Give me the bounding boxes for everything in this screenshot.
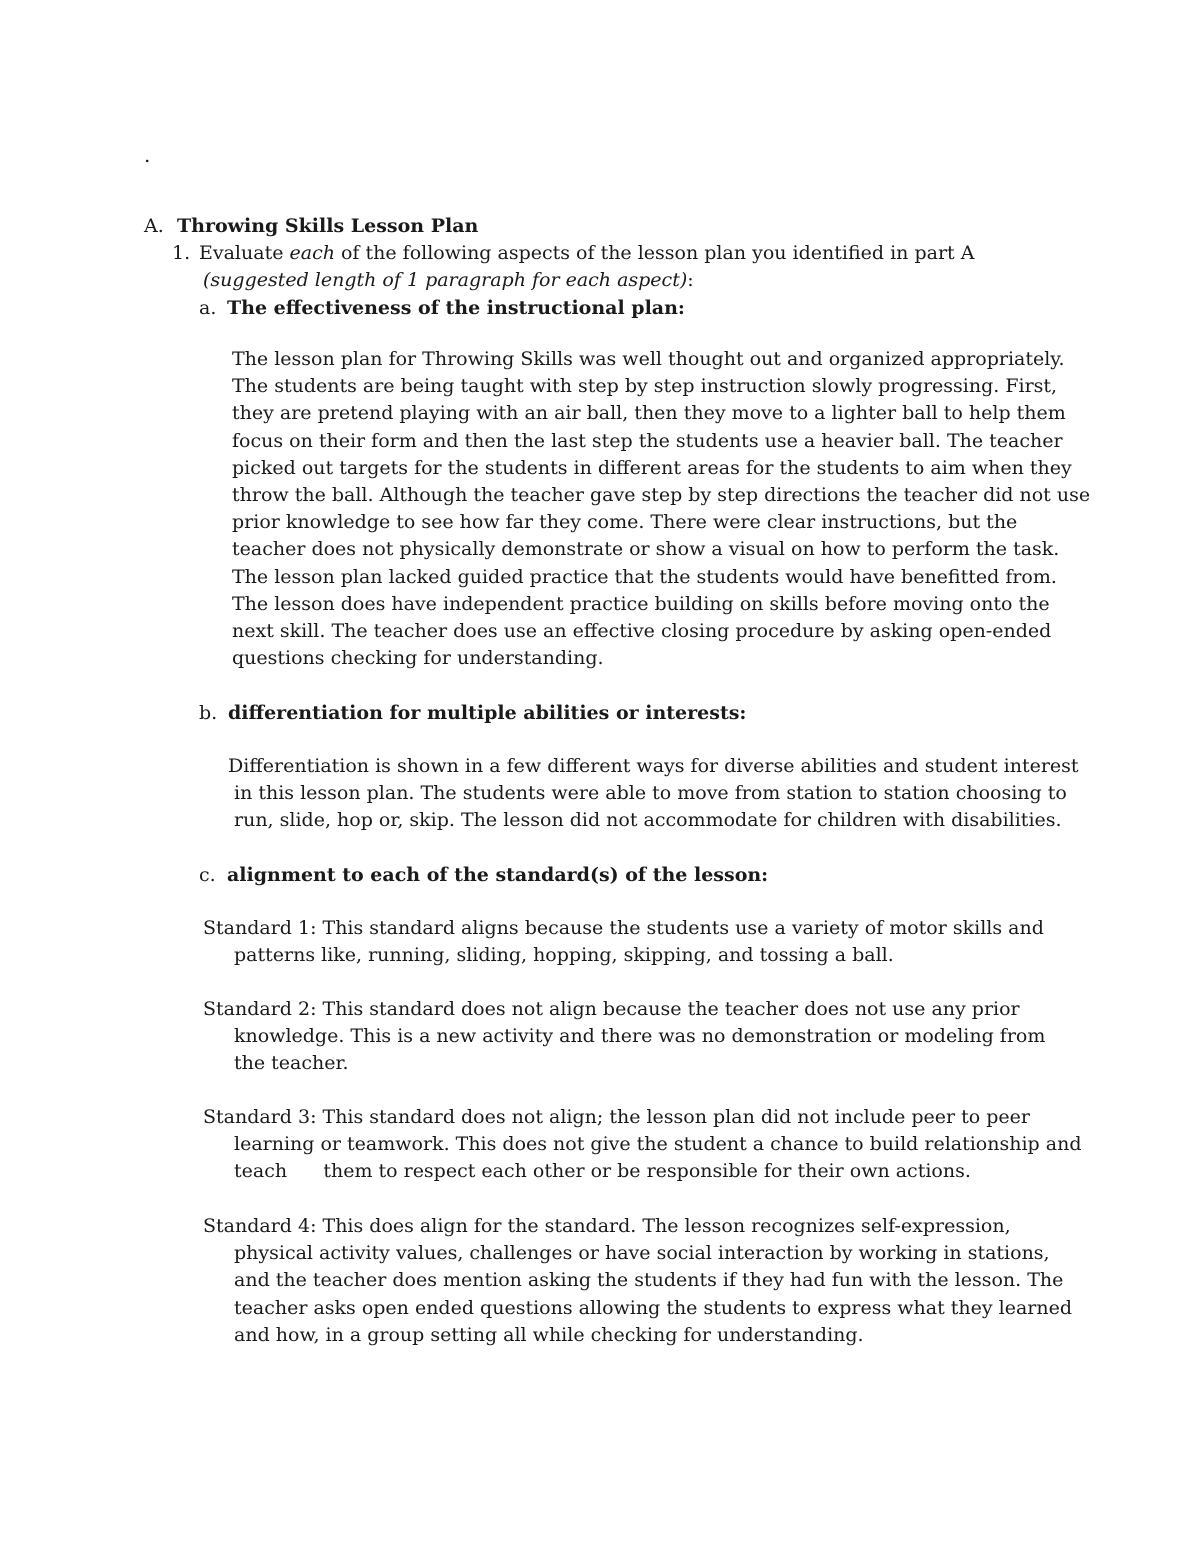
paragraph-line: teach them to respect each other or be responsible for their own actions. <box>234 1160 971 1183</box>
paragraph-line: The lesson does have independent practice building on skills before moving onto the <box>232 592 1050 615</box>
paragraph-line: teacher asks open ended questions allowing the students to express what they learned <box>234 1296 1073 1319</box>
paragraph-line: Standard 2: This standard does not align because the teacher does not use any prior <box>203 998 1020 1020</box>
standard-3 <box>203 1104 1083 1186</box>
paragraph-line: Standard 4: This does align for the standard. The lesson recognizes self-expression, <box>203 1215 1011 1237</box>
aspect-a-heading: The effectiveness of the instructional plan: <box>227 297 685 319</box>
standard-2 <box>203 996 1083 1078</box>
aspect-b-paragraph <box>228 753 1079 835</box>
paragraph-line: questions checking for understanding. <box>232 647 604 670</box>
paragraph-line: next skill. The teacher does use an effective closing procedure by asking open-ended <box>232 620 1052 643</box>
section-marker: A. <box>144 215 164 237</box>
prompt-colon: : <box>687 269 694 291</box>
aspect-b-heading: differentiation for multiple abilities or interests: <box>228 702 747 724</box>
paragraph-line: run, slide, hop or, skip. The lesson did not accommodate for children with disabilities. <box>234 809 1062 832</box>
prompt-emphasis: each <box>289 242 335 264</box>
item-prompt <box>199 240 974 267</box>
prompt-end: of the following aspects of the lesson plan you identified in part A <box>334 242 975 264</box>
paragraph-line: The lesson plan for Throwing Skills was well thought out and organized appropriately. <box>232 348 1065 370</box>
section-title: Throwing Skills Lesson Plan <box>177 215 479 237</box>
prompt-start: Evaluate <box>199 242 290 264</box>
paragraph-line: Differentiation is shown in a few different ways for diverse abilities and student interest <box>228 755 1079 777</box>
paragraph-line: prior knowledge to see how far they come. There were clear instructions, but the <box>232 511 1018 534</box>
paragraph-line: learning or teamwork. This does not give the student a chance to build relationship and <box>234 1133 1082 1156</box>
paragraph-line: and how, in a group setting all while checking for understanding. <box>234 1323 864 1346</box>
standard-1 <box>203 915 1083 969</box>
paragraph-line: throw the ball. Although the teacher gave step by step directions the teacher did not use <box>232 484 1091 507</box>
paragraph-line: The students are being taught with step by step instruction slowly progressing. First, <box>232 375 1058 398</box>
paragraph-line: knowledge. This is a new activity and there was no demonstration or modeling from <box>234 1025 1046 1048</box>
paragraph-line: focus on their form and then the last step the students use a heavier ball. The teacher <box>232 429 1063 452</box>
standard-4 <box>203 1213 1083 1349</box>
paragraph-line: The lesson plan lacked guided practice that the students would have benefitted from. <box>232 565 1057 588</box>
paragraph-line: and the teacher does mention asking the students if they had fun with the lesson. The <box>234 1269 1064 1292</box>
aspect-a-paragraph <box>232 346 1090 672</box>
paragraph-line: Standard 1: This standard aligns because the students use a variety of motor skills and <box>203 917 1044 939</box>
item-prompt-note-line <box>203 267 694 294</box>
paragraph-line: patterns like, running, sliding, hopping, skipping, and tossing a ball. <box>234 944 894 967</box>
prompt-note: (suggested length of 1 paragraph for each aspect) <box>203 269 688 291</box>
paragraph-line: the teacher. <box>234 1052 349 1075</box>
paragraph-line: picked out targets for the students in different areas for the students to aim when they <box>232 456 1072 479</box>
paragraph-line: Standard 3: This standard does not align; the lesson plan did not include peer to peer <box>203 1106 1030 1128</box>
stray-mark: . <box>144 143 151 167</box>
aspect-a-marker: a. <box>199 297 217 319</box>
paragraph-line: they are pretend playing with an air ball, then they move to a lighter ball to help them <box>232 402 1066 425</box>
aspect-b-marker: b. <box>199 702 218 724</box>
paragraph-line: teacher does not physically demonstrate or show a visual on how to perform the task. <box>232 538 1060 561</box>
paragraph-line: physical activity values, challenges or have social interaction by working in stations, <box>234 1242 1050 1265</box>
aspect-c-marker: c. <box>199 864 216 886</box>
item-marker: 1. <box>172 242 191 264</box>
aspect-c-heading: alignment to each of the standard(s) of the lesson: <box>227 864 769 886</box>
paragraph-line: in this lesson plan. The students were able to move from station to station choosing to <box>234 782 1067 805</box>
